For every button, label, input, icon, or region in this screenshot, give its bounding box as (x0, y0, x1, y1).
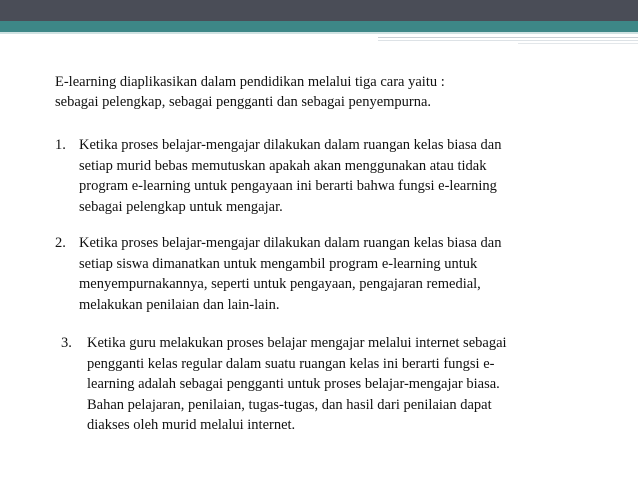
intro-paragraph (55, 72, 615, 112)
decorative-line (378, 40, 638, 41)
list-item-line: setiap siswa dimanatkan untuk mengambil program e-learning untuk (79, 255, 478, 272)
decorative-line (378, 37, 638, 38)
list-item-line: Ketika proses belajar-mengajar dilakukan dalam ruangan kelas biasa dan (79, 235, 502, 251)
list-item-text (79, 233, 625, 315)
list-item-line: Ketika guru melakukan proses belajar mengajar melalui internet sebagai (87, 335, 507, 351)
list-item-number: 3. (61, 335, 72, 351)
list-item-text (87, 333, 626, 436)
decorative-line (518, 43, 638, 44)
list-item-line: Bahan pelajaran, penilaian, tugas-tugas, dan hasil dari penilaian dapat (87, 396, 492, 413)
list-item-line: melakukan penilaian dan lain-lain. (79, 296, 280, 313)
list-item-line: pengganti kelas regular dalam suatu ruangan kelas ini berarti fungsi e- (87, 355, 495, 372)
intro-line: E-learning diaplikasikan dalam pendidikan melalui tiga cara yaitu : (55, 74, 445, 90)
list-item-line: learning adalah sebagai pengganti untuk proses belajar-mengajar biasa. (87, 376, 500, 392)
intro-line: sebagai pelengkap, sebagai pengganti dan sebagai penyempurna. (55, 94, 432, 110)
list-item-line: setiap murid bebas memutuskan apakah akan menggunakan atau tidak (79, 157, 487, 174)
list-item (55, 233, 625, 315)
list-item-text (79, 135, 625, 217)
list-item-line: sebagai pelengkap untuk mengajar. (79, 198, 283, 215)
list-item-line: diakses oleh murid melalui internet. (87, 417, 296, 433)
list-item-line: menyempurnakannya, seperti untuk pengayaan, pengajaran remedial, (79, 276, 481, 292)
list-item-number: 2. (55, 235, 66, 251)
list-item (61, 333, 626, 436)
list-item-line: Ketika proses belajar-mengajar dilakukan dalam ruangan kelas biasa dan (79, 137, 502, 153)
slide-accent-band (0, 21, 638, 32)
list-item-number: 1. (55, 137, 66, 153)
slide-header-band (0, 0, 638, 21)
list-item (55, 135, 625, 217)
list-item-line: program e-learning untuk pengayaan ini berarti bahwa fungsi e-learning (79, 178, 497, 194)
